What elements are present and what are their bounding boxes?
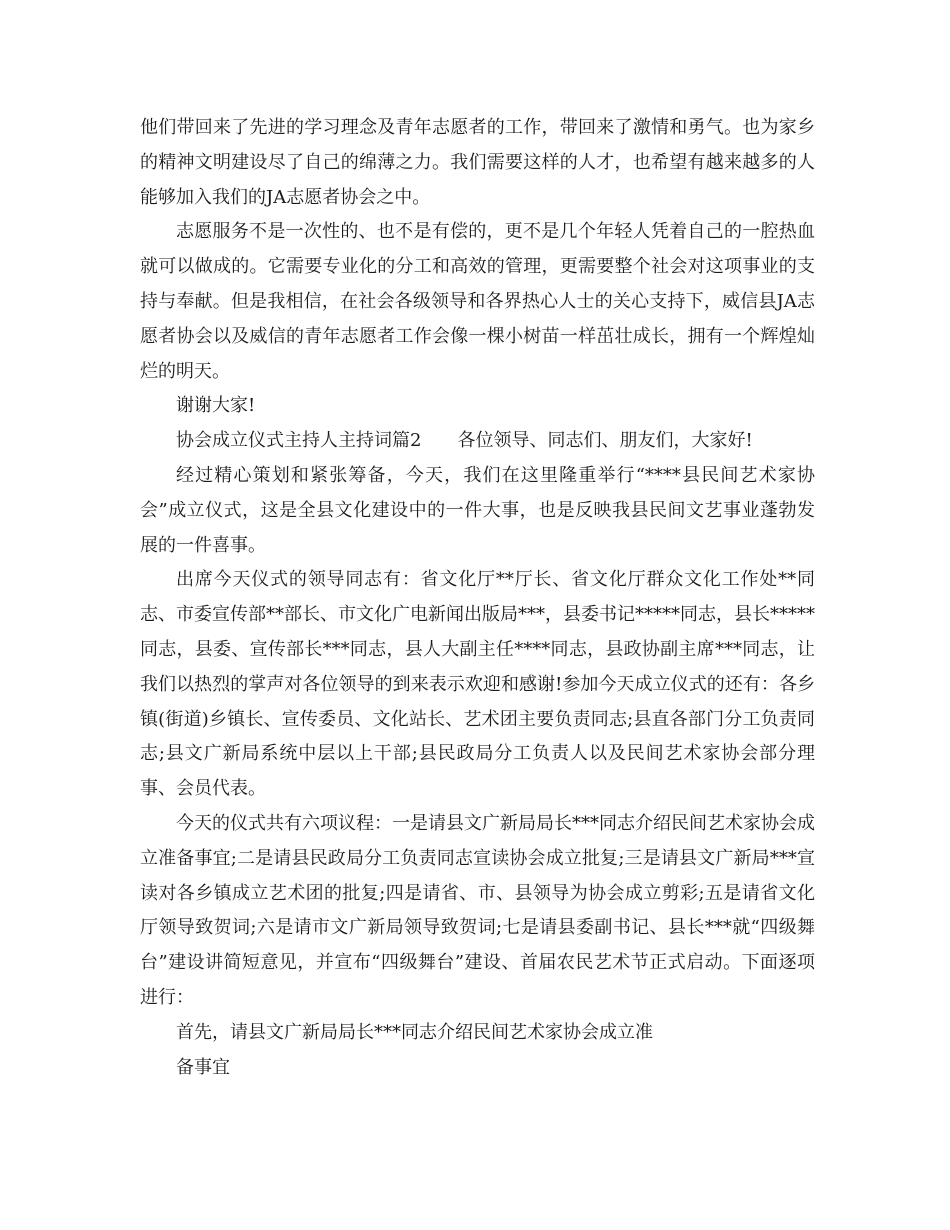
paragraph: 谢谢大家! (176, 395, 256, 417)
paragraph: 备事宜 (176, 1056, 230, 1078)
paragraph: 首先，请县文广新局局长***同志介绍民间艺术家协会成立准 (176, 1021, 653, 1043)
paragraph: 他们带回来了先进的学习理念及青年志愿者的工作，带回来了激情和勇气。也为家乡的精神文明建设尽了自己的绵薄之力。我们需要这样的人才，也希望有越来越多的人能够加入我们的JA志愿者协会之中。 (140, 117, 815, 208)
paragraph: 今天的仪式共有六项议程：一是请县文广新局局长***同志介绍民间艺术家协会成立准备事宜;二是请县民政局分工负责同志宣读协会成立批复;三是请县文广新局***宣读对各乡镇成立艺术团的批复;四是请省、市、县领导为协会成立剪彩;五是请省文化厅领导致贺词;六是请市文广新局领导致贺词;七是请县委副书记、县长***就“四级舞台”建设讲简短意见，并宣布“四级舞台”建设、首届农民艺术节正式启动。下面逐项进行： (140, 812, 816, 1008)
paragraph: 经过精心策划和紧张筹备，今天，我们在这里隆重举行“****县民间艺术家协会”成立仪式，这是全县文化建设中的一件大事，也是反映我县民间文艺事业蓬勃发展的一件喜事。 (140, 464, 815, 556)
paragraph: 志愿服务不是一次性的、也不是有偿的，更不是几个年轻人凭着自己的一腔热血就可以做成的。它需要专业化的分工和高效的管理，更需要整个社会对这项事业的支持与奉献。但是我相信，在社会各级领导和各界热心人士的关心支持下，威信县JA志愿者协会以及威信的青年志愿者工作会像一棵小树苗一样茁壮成长，拥有一个辉煌灿烂的明天。 (140, 221, 815, 382)
paragraph: 出席今天仪式的领导同志有：省文化厅**厅长、省文化厅群众文化工作处**同志、市委宣传部**部长、市文化广电新闻出版局***，县委书记*****同志，县长*****同志，县委、宣传部长***同志，县人大副主任****同志，县政协副主席***同志，让我们以热烈的掌声对各位领导的到来表示欢迎和感谢!参加今天成立仪式的还有：各乡镇(街道)乡镇长、宣传委员、文化站长、艺术团主要负责同志;县直各部门分工负责同志;县文广新局系统中层以上干部;县民政局分工负责人以及民间艺术家协会部分理事、会员代表。 (140, 569, 815, 800)
document-body (140, 111, 815, 1085)
section-heading: 协会成立仪式主持人主持词篇2 各位领导、同志们、朋友们，大家好! (176, 430, 753, 452)
